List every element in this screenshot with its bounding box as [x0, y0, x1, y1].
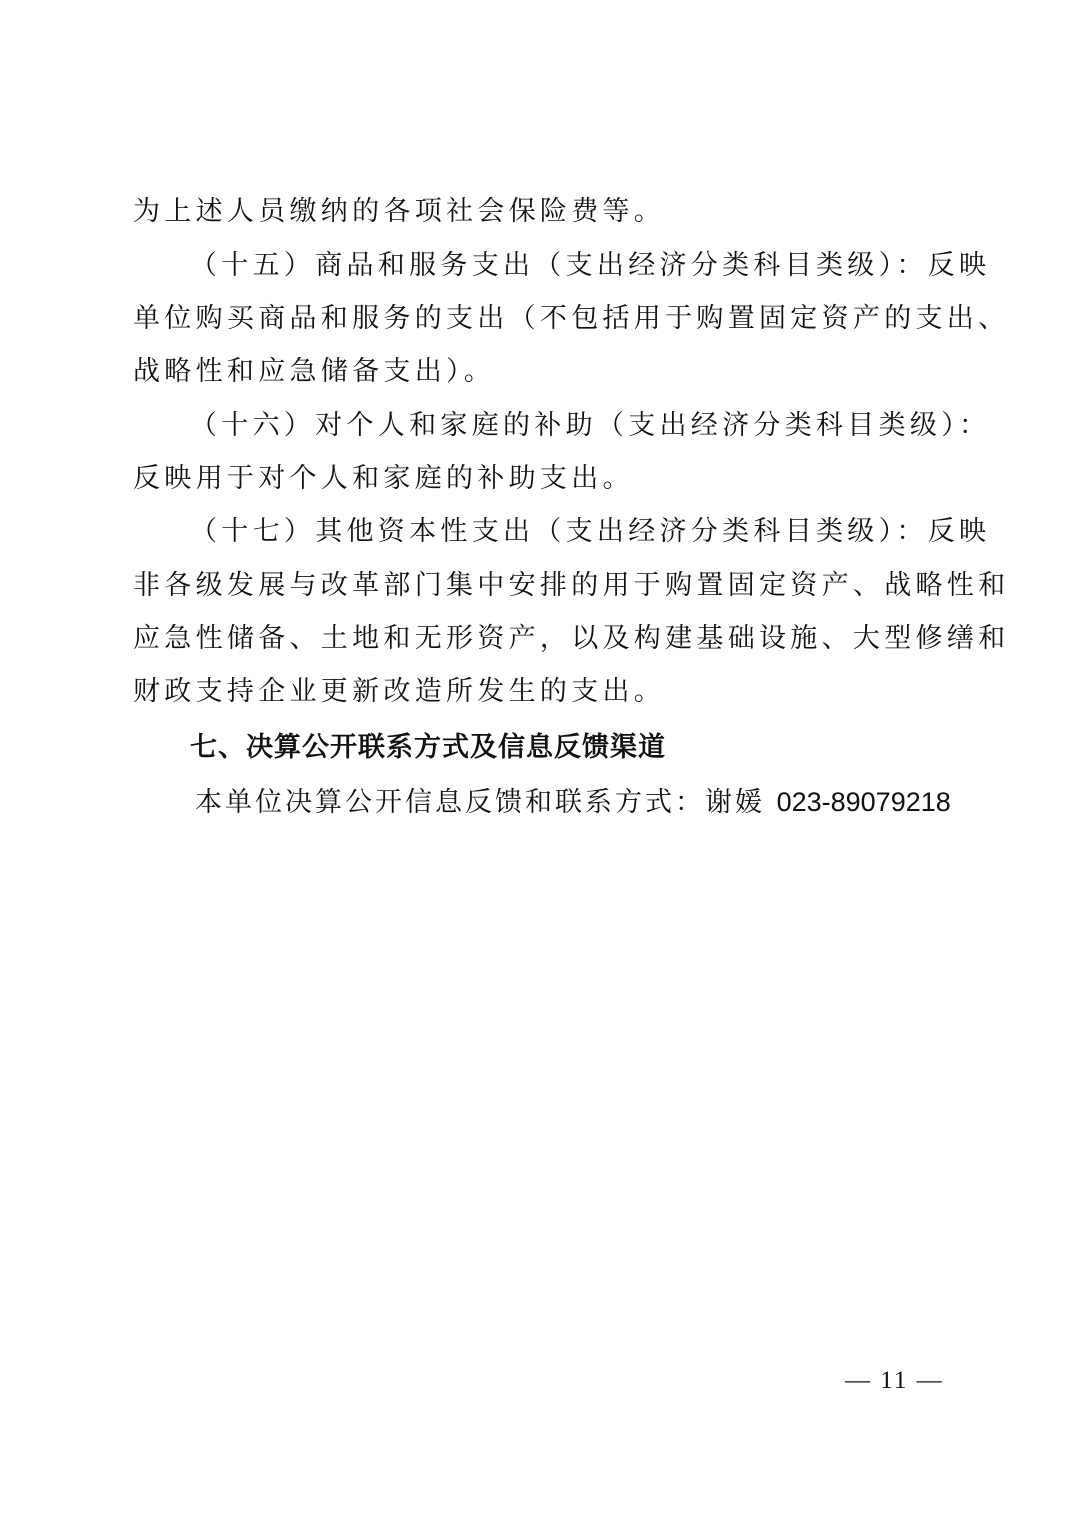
- paragraph-15-line-1: （十五）商品和服务支出（支出经济分类科目类级）：反映: [190, 250, 991, 281]
- paragraph-15-line-3: 战略性和应急储备支出）。: [133, 356, 496, 387]
- contact-label: 本单位决算公开信息反馈和联系方式：谢媛: [195, 787, 777, 818]
- paragraph-17-line-2: 非各级发展与改革部门集中安排的用于购置固定资产、战略性和: [133, 570, 1010, 601]
- paragraph-14-tail: 为上述人员缴纳的各项社会保险费等。: [133, 196, 666, 227]
- page-number: — 11 —: [845, 1367, 944, 1394]
- contact-phone: 023-89079218: [776, 787, 951, 817]
- paragraph-15-line-2: 单位购买商品和服务的支出（不包括用于购置固定资产的支出、: [133, 303, 1010, 334]
- paragraph-17-line-3: 应急性储备、土地和无形资产，以及构建基础设施、大型修缮和: [133, 623, 1010, 654]
- paragraph-17-line-1: （十七）其他资本性支出（支出经济分类科目类级）：反映: [190, 516, 991, 547]
- section-7-heading: 七、决算公开联系方式及信息反馈渠道: [190, 732, 666, 763]
- paragraph-16-line-2: 反映用于对个人和家庭的补助支出。: [133, 463, 634, 494]
- paragraph-17-line-4: 财政支持企业更新改造所发生的支出。: [133, 676, 666, 707]
- paragraph-16-line-1: （十六）对个人和家庭的补助（支出经济分类科目类级）：: [190, 410, 991, 441]
- contact-line: [195, 782, 951, 823]
